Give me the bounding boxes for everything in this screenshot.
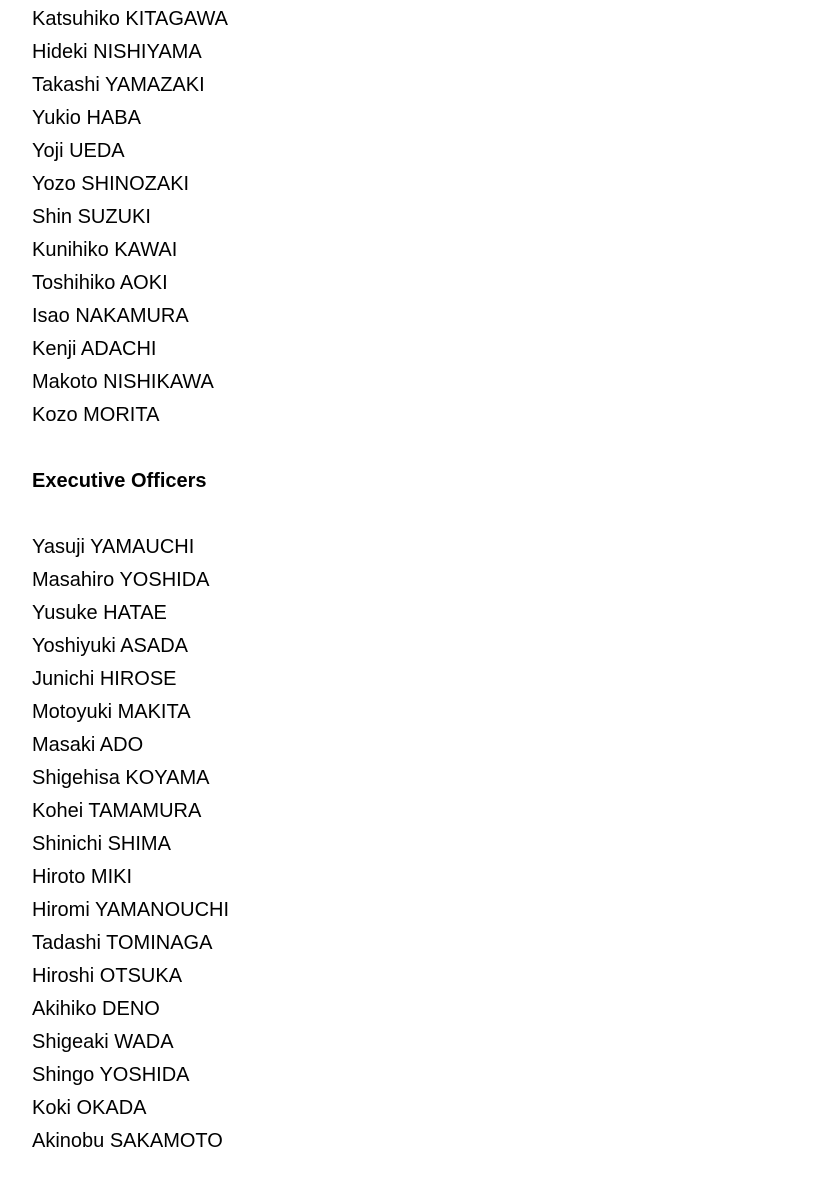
list-item: Hiroshi OTSUKA [32,965,183,987]
list-item: Junichi HIROSE [32,668,177,690]
document-content [32,3,792,1158]
list-item: Yoji UEDA [32,140,125,162]
list-item: Tadashi TOMINAGA [32,932,213,954]
list-item: Masaki ADO [32,734,144,756]
list-item: Hiromi YAMANOUCHI [32,899,230,921]
list-item: Hiroto MIKI [32,866,133,888]
directors-list [32,3,792,432]
list-item: Motoyuki MAKITA [32,701,191,723]
list-item: Kunihiko KAWAI [32,239,178,261]
list-item: Makoto NISHIKAWA [32,371,214,393]
list-item: Yasuji YAMAUCHI [32,536,195,558]
list-item: Yusuke HATAE [32,602,167,624]
list-item: Takashi YAMAZAKI [32,74,205,96]
section-spacer [32,498,792,531]
list-item: Yukio HABA [32,107,141,129]
list-item: Shingo YOSHIDA [32,1064,190,1086]
list-item: Akihiko DENO [32,998,160,1020]
list-item: Masahiro YOSHIDA [32,569,210,591]
list-item: Yozo SHINOZAKI [32,173,190,195]
list-item: Toshihiko AOKI [32,272,168,294]
list-item: Shigehisa KOYAMA [32,767,210,789]
list-item: Kenji ADACHI [32,338,157,360]
list-item: Shin SUZUKI [32,206,151,228]
list-item: Yoshiyuki ASADA [32,635,189,657]
list-item: Kozo MORITA [32,404,160,426]
section-spacer [32,432,792,465]
list-item: Shinichi SHIMA [32,833,171,855]
executive-officers-list [32,531,792,1158]
list-item: Akinobu SAKAMOTO [32,1130,223,1152]
executive-officers-heading: Executive Officers [32,470,207,492]
list-item: Isao NAKAMURA [32,305,189,327]
list-item: Kohei TAMAMURA [32,800,202,822]
list-item: Hideki NISHIYAMA [32,41,202,63]
list-item: Shigeaki WADA [32,1031,174,1053]
list-item: Katsuhiko KITAGAWA [32,8,228,30]
list-item: Koki OKADA [32,1097,147,1119]
